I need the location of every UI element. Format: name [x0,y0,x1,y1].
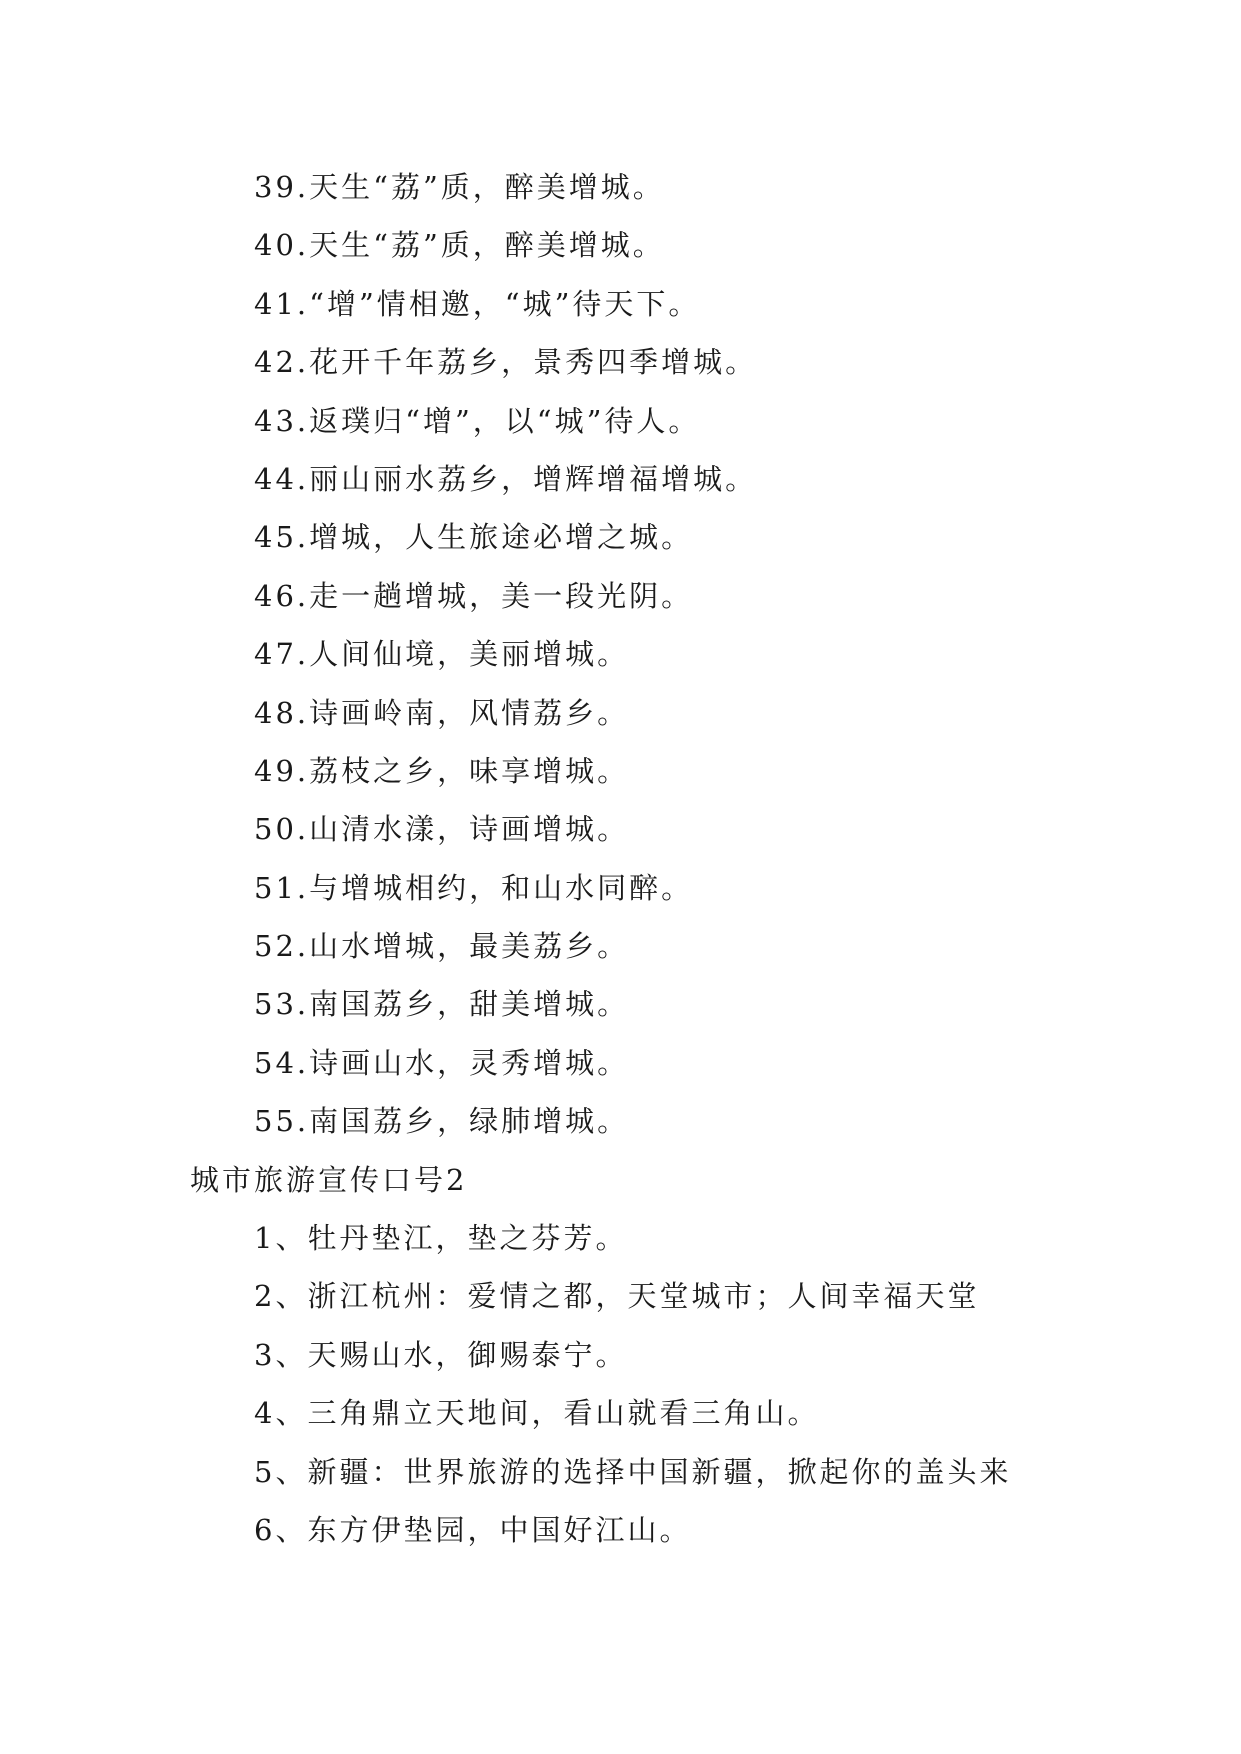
list-item: 40.天生“荔”质，醉美增城。 [254,228,665,263]
list-item: 47.人间仙境，美丽增城。 [254,637,630,672]
list-item: 53.南国荔乡，甜美增城。 [254,987,630,1022]
list-item: 55.南国荔乡，绿肺增城。 [254,1104,630,1139]
list-item: 54.诗画山水，灵秀增城。 [254,1045,630,1080]
list-item: 48.诗画岭南，风情荔乡。 [254,695,630,730]
list-item: 44.丽山丽水荔乡，增辉增福增城。 [254,461,758,496]
list-item: 42.花开千年荔乡，景秀四季增城。 [254,345,758,380]
list-item: 49.荔枝之乡，味享增城。 [254,753,630,788]
list-item: 51.与增城相约，和山水同醉。 [254,870,694,905]
document-body [0,158,1241,1559]
list-item: 3、天赐山水，御赐泰宁。 [254,1337,628,1372]
list-item: 1、牡丹垫江，垫之芬芳。 [254,1221,628,1256]
list-item: 52.山水增城，最美荔乡。 [254,929,630,964]
section-heading: 城市旅游宣传口号2 [190,1162,468,1197]
list-item: 46.走一趟增城，美一段光阴。 [254,578,694,613]
list-item: 50.山清水漾，诗画增城。 [254,812,630,847]
list-item: 2、浙江杭州：爱情之都，天堂城市；人间幸福天堂 [254,1279,980,1314]
list-item: 43.返璞归“增”，以“城”待人。 [254,403,701,438]
list-item: 6、东方伊垫园，中国好江山。 [254,1512,692,1547]
list-item: 39.天生“荔”质，醉美增城。 [254,170,665,204]
list-item: 5、新疆：世界旅游的选择中国新疆，掀起你的盖头来 [254,1454,1012,1489]
list-item: 41.“增”情相邀，“城”待天下。 [254,286,701,321]
list-item: 4、三角鼎立天地间，看山就看三角山。 [254,1396,820,1431]
list-item: 45.增城，人生旅途必增之城。 [254,520,694,555]
